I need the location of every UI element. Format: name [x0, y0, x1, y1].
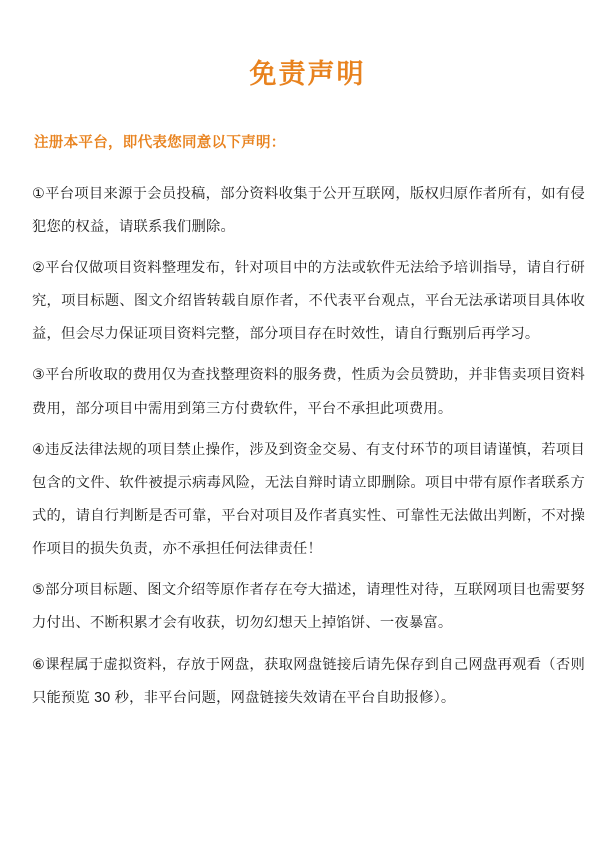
- clause-item: ⑥课程属于虚拟资料，存放于网盘，获取网盘链接后请先保存到自己网盘再观看（否则只能预览 30 秒，非平台问题，网盘链接失效请在平台自助报修）。: [32, 656, 585, 706]
- clause-item: ③平台所收取的费用仅为查找整理资料的服务费，性质为会员赞助，并非售卖项目资料费用，部分项目中需用到第三方付费软件，平台不承担此项费用。: [32, 367, 585, 417]
- agreement-intro: 注册本平台，即代表您同意以下声明：: [34, 135, 286, 152]
- clause-item: ⑤部分项目标题、图文介绍等原作者存在夸大描述，请理性对待，互联网项目也需要努力付出、不断积累才会有收获，切勿幻想天上掉馅饼、一夜暴富。: [32, 582, 585, 632]
- clause-item: ②平台仅做项目资料整理发布，针对项目中的方法或软件无法给予培训指导，请自行研究，项目标题、图文介绍皆转载自原作者，不代表平台观点，平台无法承诺项目具体收益，但会尽力保证项目资料完整，部分项目存在时效性，请自行甄别后再学习。: [32, 259, 585, 343]
- clause-item: ④违反法律法规的项目禁止操作，涉及到资金交易、有支付环节的项目请谨慎，若项目包含的文件、软件被提示病毒风险，无法自辩时请立即删除。项目中带有原作者联系方式的，请自行判断是否可靠，平台对项目及作者真实性、可靠性无法做出判断，不对操作项目的损失负责，亦不承担任何法律责任！: [32, 441, 585, 558]
- page-title: 免责声明: [249, 59, 366, 89]
- clause-item: ①平台项目来源于会员投稿，部分资料收集于公开互联网，版权归原作者所有，如有侵犯您的权益，请联系我们删除。: [32, 185, 585, 235]
